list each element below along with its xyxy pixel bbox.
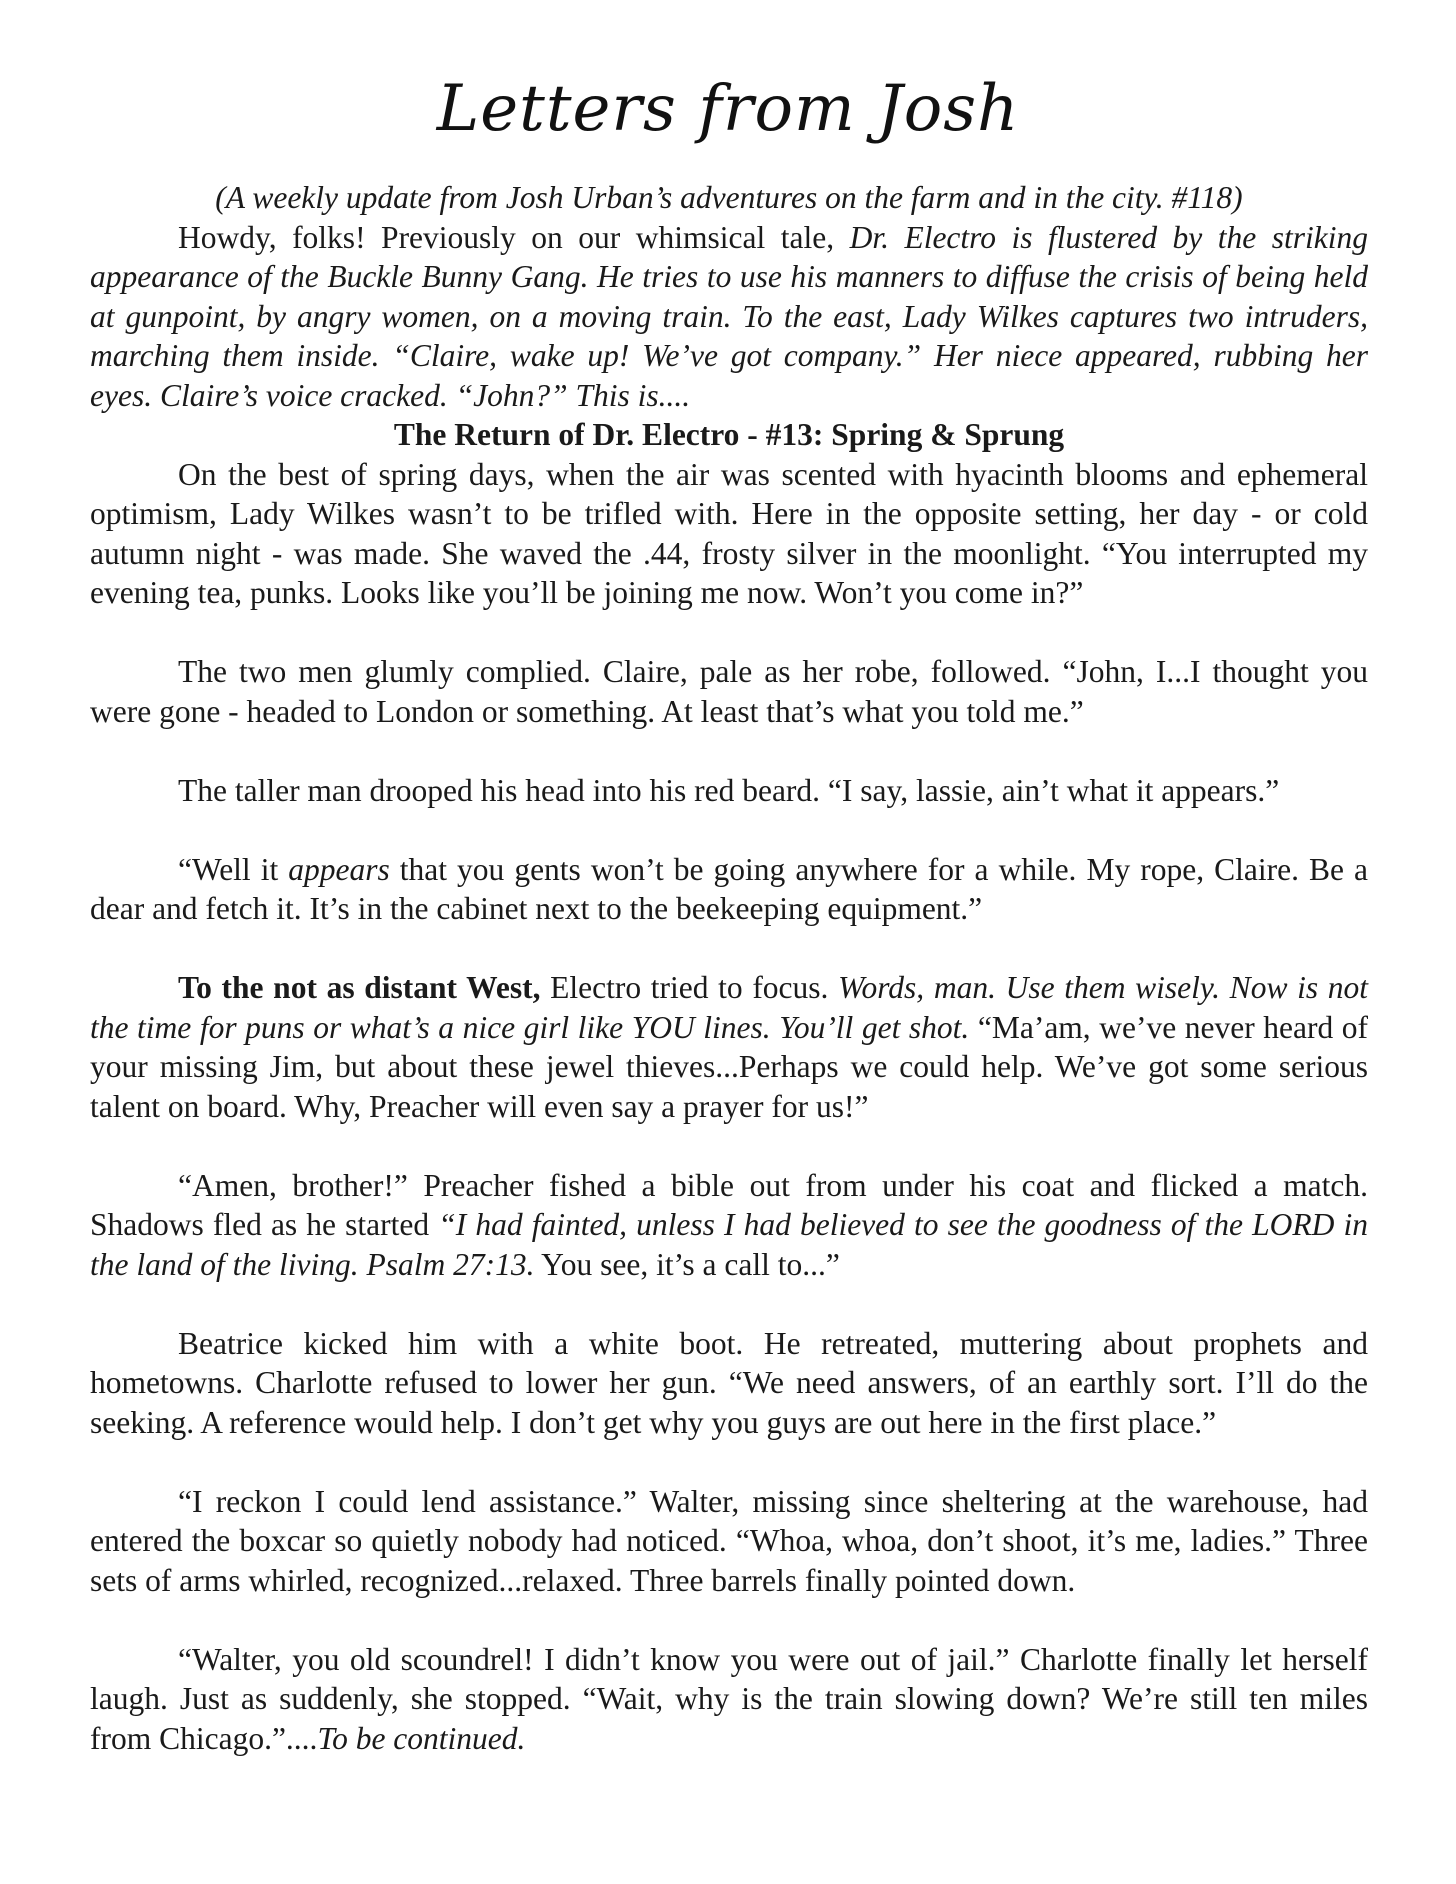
p4-text-c: that you gents won’t be going anywhere for a while. My rope, Claire. Be a dear and fetch it. It’s in the cabinet next to the beekeeping equipment.” xyxy=(90,851,1368,926)
paragraph-2: The two men glumly complied. Claire, pale as her robe, followed. “John, I...I thought you were gone - headed to London or something. At least that’s what you told me.” xyxy=(90,654,1368,729)
p9-text-a: “Walter, you old scoundrel! I didn’t know you were out of jail.” Charlotte finally let herself laugh. Just as suddenly, she stopped. “Wait, why is the train slowing down? We’re still ten miles from Chicago.”.... xyxy=(90,1641,1368,1756)
paragraph-gap xyxy=(90,929,1368,969)
p6-text-b: You see, it’s a call to...” xyxy=(541,1246,840,1282)
p5-text-b: “Ma’am, we’ve never heard of your missing Jim, but about these jewel thieves...Perhaps we could help. We’ve got some serious talent on board. Why, Preacher will even say a prayer for us!” xyxy=(90,1009,1368,1124)
p5-italic: Words, man. Use them wisely. Now is not the time for puns or what’s a nice girl like YOU lines. You’ll get shot. xyxy=(90,970,1369,1045)
paragraph-gap xyxy=(90,1442,1368,1482)
paragraph-7: Beatrice kicked him with a white boot. He retreated, muttering about prophets and hometowns. Charlotte refused to lower her gun. “We need answers, of an earthly sort. I’ll do the seeking. A reference would help. I don’t get why you guys are out here in the first place.” xyxy=(90,1325,1368,1440)
paragraph-8: “I reckon I could lend assistance.” Walter, missing since sheltering at the warehouse, had entered the boxcar so quietly nobody had noticed. “Whoa, whoa, don’t shoot, it’s me, ladies.” Three sets of arms whirled, recognized...relaxed. Three barrels finally pointed down. xyxy=(90,1483,1368,1598)
paragraph-gap xyxy=(90,1284,1368,1324)
paragraph-5 xyxy=(90,968,1368,1126)
recap-italic: Dr. Electro is flustered by the striking appearance of the Buckle Bunny Gang. He tries to use his manners to diffuse the crisis of being held at gunpoint, by angry women, on a moving train. To the east, Lady Wilkes captures two intruders, marching them inside. “Claire, wake up! We’ve got company.” Her niece appeared, rubbing her eyes. Claire’s voice cracked. “John?” This is.... xyxy=(90,219,1369,413)
paragraph-gap xyxy=(90,1600,1368,1640)
p4-text-a: “Well it xyxy=(178,851,279,887)
p5-bold-lead: To the not as distant West, xyxy=(178,970,541,1005)
paragraph-gap xyxy=(90,613,1368,653)
p5-text-a: Electro tried to focus. xyxy=(550,970,829,1005)
paragraph-gap xyxy=(90,1126,1368,1166)
p6-text-a: “Amen, brother!” Preacher fished a bible out from under his coat and flicked a match. Shadows fled as he started xyxy=(90,1167,1368,1242)
recap-paragraph xyxy=(90,218,1368,416)
p9-italic: To be continued. xyxy=(317,1720,526,1756)
paragraph-4 xyxy=(90,850,1368,929)
paragraph-gap xyxy=(90,731,1368,771)
p6-italic: “I had fainted, unless I had believed to see the goodness of the LORD in the land of the living. Psalm 27:13. xyxy=(90,1207,1368,1282)
paragraph-3: The taller man drooped his head into his red beard. “I say, lassie, ain’t what it appears.” xyxy=(178,772,1280,808)
subtitle: (A weekly update from Josh Urban’s adventures on the farm and in the city. #118) xyxy=(215,180,1243,215)
p4-italic: appears xyxy=(288,851,390,887)
paragraph-gap xyxy=(90,810,1368,850)
paragraph-1: On the best of spring days, when the air was scented with hyacinth blooms and ephemeral optimism, Lady Wilkes wasn’t to be trifled with. Here in the opposite setting, her day - or cold autumn night - was made. She waved the .44, frosty silver in the moonlight. “You interrupted my evening tea, punks. Looks like you’ll be joining me now. Won’t you come in?” xyxy=(90,456,1368,610)
paragraph-9 xyxy=(90,1640,1368,1759)
article-body xyxy=(90,178,1368,1758)
paragraph-6 xyxy=(90,1166,1368,1285)
recap-lead: Howdy, folks! Previously on our whimsical tale, xyxy=(178,219,835,255)
story-title: The Return of Dr. Electro - #13: Spring & Sprung xyxy=(393,417,1065,452)
masthead-title: Letters from Josh xyxy=(436,72,1020,146)
